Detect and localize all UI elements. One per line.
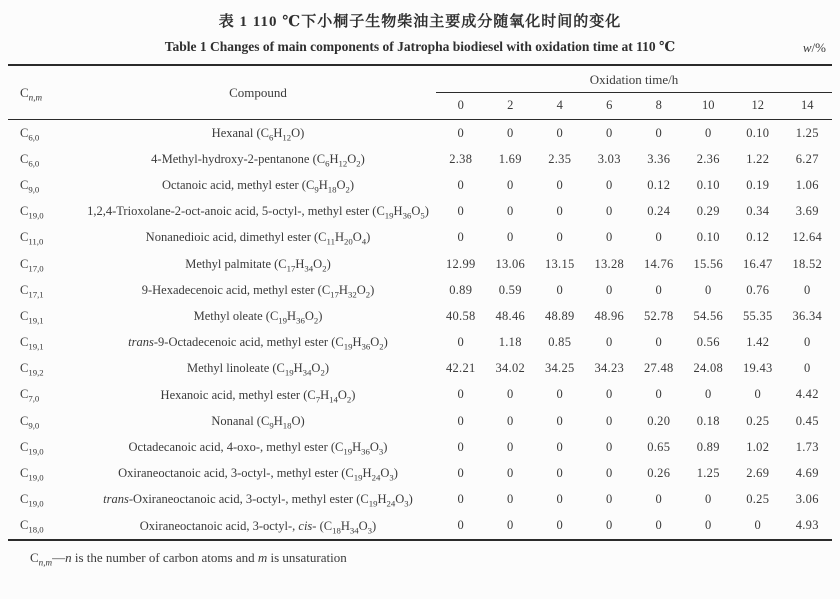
value-cell: 0 [605, 492, 613, 507]
value-cell: 52.78 [643, 308, 674, 323]
time-header-cell: 6 [606, 98, 613, 112]
value-cell: 0 [704, 492, 712, 507]
value-cell: 0 [457, 466, 465, 481]
table-row [8, 434, 832, 460]
time-header-cell: 14 [801, 98, 814, 112]
table-row [8, 460, 832, 486]
value-cell: 27.48 [643, 361, 674, 376]
value-cell: 3.36 [647, 151, 671, 166]
compound-name: Oxiraneoctanoic acid, 3-octyl-, methyl ester $(C_{19}H_{24}O_3)$ [118, 466, 398, 483]
value-cell: 0.26 [647, 466, 671, 481]
value-cell: 1.18 [498, 335, 522, 350]
value-cell: 0 [556, 177, 564, 192]
value-cell: 0.89 [449, 282, 473, 297]
cn-label: $C_{17,0}$ [20, 256, 44, 274]
value-cell: 2.36 [696, 151, 720, 166]
table-title-zh: 表 1 110 ℃下小桐子生物柴油主要成分随氧化时间的变化 [218, 14, 622, 30]
value-cell: 0.19 [746, 177, 770, 192]
value-cell: 0 [605, 204, 613, 219]
time-header-cell: 10 [702, 98, 715, 112]
compound-name: Oxiraneoctanoic acid, 3-octyl-, cis- $(C_{18}H_{34}O_3)$ [139, 518, 377, 536]
value-cell: 0 [556, 413, 564, 428]
cn-label: $C_{11,0}$ [20, 230, 44, 247]
value-cell: 36.34 [792, 308, 823, 323]
cn-label: $C_{6,0}$ [20, 125, 40, 143]
value-cell: 18.52 [792, 256, 823, 271]
value-cell: 12.64 [792, 230, 823, 245]
value-cell: 1.69 [498, 151, 522, 166]
value-cell: 0.76 [746, 282, 770, 297]
value-cell: 0.12 [647, 177, 671, 192]
cn-label: $C_{19,0}$ [20, 204, 44, 221]
compound-name: 4-Methyl-hydroxy-2-pentanone $(C_6H_{12}O_2)$ [151, 151, 365, 169]
value-cell: 13.15 [544, 256, 575, 271]
cn-label: $C_{19,0}$ [20, 492, 44, 509]
value-cell: 13.06 [495, 256, 526, 271]
value-cell: 0 [457, 125, 465, 140]
compound-name: trans-Oxiraneoctanoic acid, 3-octyl-, methyl ester $(C_{19}H_{24}O_3)$ [103, 492, 413, 509]
compound-name: Nonanal $(C_9H_{18}O)$ [211, 413, 305, 431]
value-cell: 0 [457, 204, 465, 219]
compound-name: trans-9-Octadecenoic acid, methyl ester $(C_{19}H_{36}O_2)$ [128, 335, 388, 352]
value-cell: 0 [457, 387, 465, 402]
compound-name: Octanoic acid, methyl ester $(C_9H_{18}O_2)$ [161, 178, 355, 195]
value-cell: 0 [605, 413, 613, 428]
value-cell: 0 [655, 230, 663, 245]
value-cell: 0.59 [498, 282, 522, 297]
value-cell: 13.28 [594, 256, 625, 271]
col-header-compound: Compound [229, 84, 287, 100]
value-cell: 0 [605, 282, 613, 297]
compound-name: Methyl oleate $(C_{19}H_{36}O_2)$ [193, 309, 323, 326]
value-cell: 55.35 [742, 308, 773, 323]
value-cell: 0 [506, 230, 514, 245]
value-cell: 0 [704, 387, 712, 402]
value-cell: 0 [506, 387, 514, 402]
value-cell: 0 [457, 335, 465, 350]
value-cell: 0 [655, 282, 663, 297]
value-cell: 42.21 [445, 361, 476, 376]
value-cell: 0 [457, 177, 465, 192]
value-cell: 0 [605, 518, 613, 533]
value-cell: 0 [457, 230, 465, 245]
cn-label: $C_{19,0}$ [20, 466, 44, 483]
cn-label: $C_{19,0}$ [20, 439, 44, 457]
time-column-headers [436, 93, 832, 119]
value-cell: 1.25 [696, 466, 720, 481]
value-cell: 12.99 [445, 256, 476, 271]
value-cell: 16.47 [742, 256, 773, 271]
value-cell: 0 [556, 204, 564, 219]
value-cell: 0.12 [746, 230, 770, 245]
table-row [8, 225, 832, 251]
table-row [8, 356, 832, 382]
value-cell: 4.69 [795, 466, 819, 481]
value-cell: 3.03 [597, 151, 621, 166]
oxidation-group-header: Oxidation time/h [436, 66, 832, 93]
value-cell: 0 [803, 335, 811, 350]
cn-label: $C_{17,1}$ [20, 282, 44, 300]
value-cell: 0 [556, 387, 564, 402]
value-cell: 4.93 [795, 518, 819, 533]
col-header-cnm: $C_{n,m}$ [20, 84, 43, 103]
value-cell: 0 [704, 125, 712, 140]
value-cell: 0 [655, 335, 663, 350]
value-cell: 0.45 [795, 413, 819, 428]
value-cell: 24.08 [693, 361, 724, 376]
value-cell: 0.10 [746, 125, 770, 140]
value-cell: 0.20 [647, 413, 671, 428]
value-cell: 0 [655, 125, 663, 140]
value-cell: 54.56 [693, 308, 724, 323]
value-cell: 0.10 [696, 230, 720, 245]
value-cell: 0.10 [696, 177, 720, 192]
table-row [8, 120, 832, 146]
value-cell: 0 [556, 439, 564, 454]
value-cell: 0 [506, 439, 514, 454]
value-cell: 0 [605, 387, 613, 402]
table-row [8, 277, 832, 303]
value-cell: 0 [506, 518, 514, 533]
oxidation-time-group [436, 66, 832, 119]
value-cell: 1.42 [746, 335, 770, 350]
value-cell: 1.06 [795, 177, 819, 192]
table-row [8, 303, 832, 329]
value-cell: 0 [457, 492, 465, 507]
value-cell: 0 [704, 518, 712, 533]
value-cell: 0 [556, 518, 564, 533]
value-cell: 0 [506, 125, 514, 140]
value-cell: 0.65 [647, 439, 671, 454]
cn-label: $C_{19,1}$ [20, 308, 44, 326]
value-cell: 0 [605, 125, 613, 140]
value-cell: 0.85 [548, 335, 572, 350]
cn-label: $C_{6,0}$ [20, 151, 40, 169]
value-cell: 6.27 [795, 151, 819, 166]
value-cell: 14.76 [643, 256, 674, 271]
value-cell: 0 [556, 492, 564, 507]
value-cell: 34.02 [495, 361, 526, 376]
time-header-cell: 12 [751, 98, 764, 112]
compound-name: 9-Hexadecenoic acid, methyl ester $(C_{17}H_{32}O_2)$ [141, 282, 375, 300]
value-cell: 0 [556, 466, 564, 481]
value-cell: 0 [754, 518, 762, 533]
value-cell: 0 [605, 439, 613, 454]
compound-name: Nonanedioic acid, dimethyl ester $(C_{11}H_{20}O_4)$ [145, 230, 371, 247]
value-cell: 0.89 [696, 439, 720, 454]
value-cell: 1.73 [795, 439, 819, 454]
compound-name: Hexanoic acid, methyl ester $(C_7H_{14}O_2)$ [160, 387, 356, 405]
cn-label: $C_{19,2}$ [20, 361, 44, 378]
value-cell: 0 [556, 125, 564, 140]
cn-label: $C_{9,0}$ [20, 413, 40, 431]
value-cell: 15.56 [693, 256, 724, 271]
value-cell: 1.25 [795, 125, 819, 140]
value-cell: 0 [506, 204, 514, 219]
value-cell: 0 [803, 361, 811, 376]
value-cell: 40.58 [445, 308, 476, 323]
value-cell: 0 [704, 282, 712, 297]
compound-name: Methyl palmitate $(C_{17}H_{34}O_2)$ [185, 256, 331, 274]
value-cell: 0 [457, 518, 465, 533]
value-cell: 3.06 [795, 492, 819, 507]
value-cell: 0.18 [696, 413, 720, 428]
table-row [8, 199, 832, 225]
value-cell: 34.23 [594, 361, 625, 376]
value-cell: 2.35 [548, 151, 572, 166]
table-row [8, 382, 832, 408]
title-row [0, 39, 840, 57]
time-header-cell: 8 [655, 98, 662, 112]
table-row [8, 251, 832, 277]
data-table [8, 64, 832, 541]
value-cell: 0.56 [696, 335, 720, 350]
cn-label: $C_{9,0}$ [20, 177, 40, 195]
value-cell: 0 [506, 177, 514, 192]
value-cell: 0 [754, 387, 762, 402]
value-cell: 2.69 [746, 466, 770, 481]
value-cell: 0.24 [647, 204, 671, 219]
table-row [8, 330, 832, 356]
value-cell: 0 [506, 492, 514, 507]
value-cell: 0 [655, 387, 663, 402]
value-cell: 19.43 [742, 361, 773, 376]
value-cell: 0.29 [696, 204, 720, 219]
value-cell: 2.38 [449, 151, 473, 166]
value-cell: 48.89 [544, 308, 575, 323]
compound-name: Methyl linoleate $(C_{19}H_{34}O_2)$ [186, 361, 329, 378]
value-cell: 0 [605, 177, 613, 192]
time-header-cell: 0 [457, 98, 464, 112]
value-cell: 48.96 [594, 308, 625, 323]
table-row [8, 487, 832, 513]
unit-label: w/% [802, 40, 826, 55]
value-cell: 0 [506, 413, 514, 428]
value-cell: 0 [655, 518, 663, 533]
value-cell: 0 [655, 492, 663, 507]
value-cell: 0 [556, 282, 564, 297]
value-cell: 0 [803, 282, 811, 297]
value-cell: 0 [457, 439, 465, 454]
value-cell: 4.42 [795, 387, 819, 402]
table-row [8, 146, 832, 172]
cn-label: $C_{7,0}$ [20, 387, 40, 404]
value-cell: 0 [457, 413, 465, 428]
time-header-cell: 4 [556, 98, 563, 112]
time-header-cell: 2 [507, 98, 514, 112]
value-cell: 0.25 [746, 492, 770, 507]
cn-label: $C_{18,0}$ [20, 518, 44, 535]
table-row [8, 513, 832, 539]
value-cell: 48.46 [495, 308, 526, 323]
value-cell: 1.02 [746, 439, 770, 454]
value-cell: 0 [506, 466, 514, 481]
table-header [8, 66, 832, 120]
cn-label: $C_{19,1}$ [20, 335, 44, 352]
value-cell: 0.25 [746, 413, 770, 428]
value-cell: 1.22 [746, 151, 770, 166]
value-cell: 0 [605, 230, 613, 245]
compound-name: 1,2,4-Trioxolane-2-oct-anoic acid, 5-octyl-, methyl ester $(C_{19}H_{36}O_5)$ [87, 204, 429, 221]
table-row [8, 408, 832, 434]
table-body [8, 120, 832, 539]
table-row [8, 172, 832, 198]
compound-name: Hexanal $(C_6H_{12}O)$ [211, 125, 305, 143]
compound-name: Octadecanoic acid, 4-oxo-, methyl ester $(C_{19}H_{36}O_3)$ [128, 439, 388, 457]
table-title-en: Table 1 Changes of main components of Jatropha biodiesel with oxidation time at 110 ℃ [164, 39, 676, 54]
value-cell: 3.69 [795, 204, 819, 219]
value-cell: 0 [605, 466, 613, 481]
value-cell: 34.25 [544, 361, 575, 376]
value-cell: 0 [556, 230, 564, 245]
table-footnote: $C_{n,m}—n$ is the number of carbon atoms and m is unsaturation [30, 550, 347, 568]
value-cell: 0 [605, 335, 613, 350]
value-cell: 0.34 [746, 204, 770, 219]
